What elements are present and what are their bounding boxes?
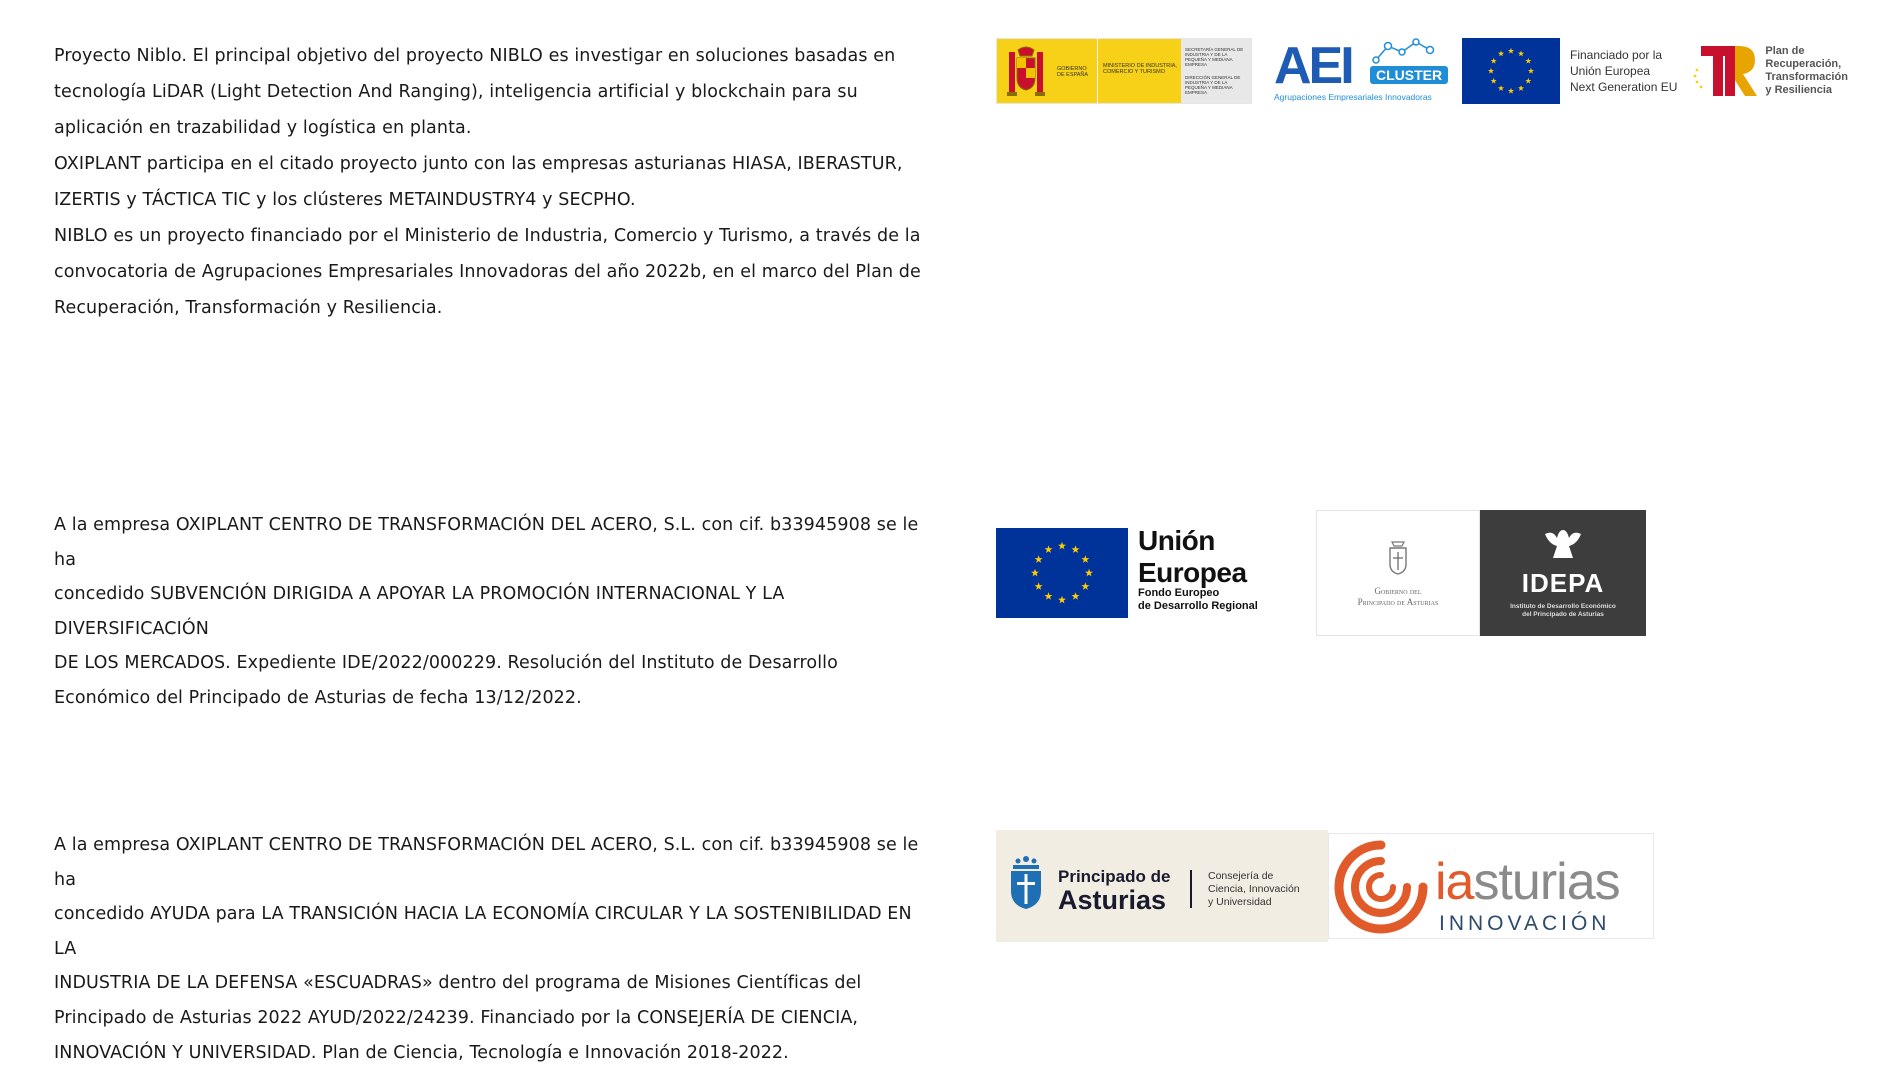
niblo-line-2: tecnología LiDAR (Light Detection And Ranging), inteligencia artificial y blockchain para su <box>54 82 858 102</box>
idepa-emblem-icon <box>1541 528 1585 562</box>
eu-financiado-line: Financiado por la <box>1570 48 1663 62</box>
ue-title: Unión Europea <box>1138 525 1247 588</box>
niblo-line-1: Proyecto Niblo. El principal objetivo del proyecto NIBLO es investigar en soluciones basadas en <box>54 46 896 66</box>
feder-line-1: Fondo Europeo <box>1138 587 1220 599</box>
idepa-line-4: Económico del Principado de Asturias de fecha 13/12/2022. <box>54 687 582 708</box>
idepa-text <box>54 508 934 716</box>
niblo-line-4: OXIPLANT participa en el citado proyecto junto con las empresas asturianas HIASA, IBERASTUR, <box>54 154 903 174</box>
escuadras-line-4: Principado de Asturias 2022 AYUD/2022/24239. Financiado por la CONSEJERÍA DE CIENCIA, <box>54 1007 859 1028</box>
eu-star-icon <box>1498 85 1504 91</box>
pa-line-1: Principado de <box>1058 867 1171 886</box>
union-europea-feder-logo <box>996 510 1316 636</box>
gobierno-label: GOBIERNO DE ESPAÑA <box>1057 66 1089 78</box>
eu-star-icon <box>1491 78 1497 84</box>
aei-wordmark: AEI <box>1274 37 1352 95</box>
eu-star-icon <box>1508 88 1514 94</box>
pa-line-2: Asturias <box>1058 885 1167 915</box>
next-generation-eu-logo <box>1462 38 1677 104</box>
eu-star-icon <box>1498 50 1504 56</box>
iasturias-circles-icon <box>1333 839 1429 935</box>
niblo-line-6: NIBLO es un proyecto financiado por el Ministerio de Industria, Comercio y Turismo, a través de la <box>54 226 921 246</box>
asturias-crest-icon <box>1383 538 1413 578</box>
spain-coat-of-arms-icon <box>1003 44 1049 100</box>
eu-star-icon <box>1528 68 1534 74</box>
eu-star-icon <box>1081 555 1089 563</box>
idepa-title: IDEPA <box>1521 567 1605 598</box>
prtr-line-2: Recuperación, <box>1765 58 1842 70</box>
eu-star-icon <box>1031 569 1039 577</box>
eu-flag-icon <box>1462 38 1560 104</box>
prtr-line-4: y Resiliencia <box>1765 84 1833 96</box>
secretaria-label: SECRETARÍA GENERAL DE INDUSTRIA Y DE LA PEQUEÑA Y MEDIANA EMPRESA <box>1185 47 1244 67</box>
eu-star-icon <box>1488 68 1494 74</box>
escuadras-text <box>54 828 934 1070</box>
gob-ast-line-1: Gobierno del <box>1374 586 1422 596</box>
escuadras-line-3: INDUSTRIA DE LA DEFENSA «ESCUADRAS» dentro del programa de Misiones Científicas del <box>54 973 862 994</box>
eu-star-icon <box>1085 569 1093 577</box>
aei-subtitle: Agrupaciones Empresariales Innovadoras <box>1274 92 1432 102</box>
ministerio-label: MINISTERIO DE INDUSTRIA, COMERCIO Y TURISMO <box>1103 63 1177 75</box>
idepa-logo <box>1480 510 1646 636</box>
ia-innovacion-label: INNOVACIÓN <box>1439 912 1611 935</box>
cons-line-2: Ciencia, Innovación <box>1208 883 1300 895</box>
niblo-line-8: Recuperación, Transformación y Resiliencia. <box>54 298 443 318</box>
escuadras-logo-strip <box>996 830 1654 942</box>
eu-star-icon <box>1081 582 1089 590</box>
plan-recuperacion-logo <box>1691 42 1848 100</box>
iasturias-wordmark <box>1435 854 1620 910</box>
prtr-line-3: Transformación <box>1765 71 1848 83</box>
ia-prefix: ia <box>1435 853 1474 911</box>
idepa-logo-strip <box>996 510 1646 636</box>
gobierno-asturias-logo <box>1316 510 1480 636</box>
eu-union-line: Unión Europea <box>1570 64 1651 78</box>
eu-star-icon <box>1058 542 1066 550</box>
network-nodes-icon <box>1372 38 1438 68</box>
niblo-logo-strip <box>996 38 1848 104</box>
idepa-line-3: DE LOS MERCADOS. Expediente IDE/2022/000229. Resolución del Instituto de Desarrollo <box>54 653 838 674</box>
eu-star-icon <box>1508 48 1514 54</box>
idepa-line-2: concedido SUBVENCIÓN DIRIGIDA A APOYAR LA PROMOCIÓN INTERNACIONAL Y LA DIVERSIFICACIÓN <box>54 584 785 639</box>
aei-cluster-logo <box>1272 38 1442 104</box>
prtr-mark-icon <box>1691 42 1761 100</box>
ia-rest: sturias <box>1473 853 1620 911</box>
escuadras-line-5: INNOVACIÓN Y UNIVERSIDAD. Plan de Ciencia, Tecnología e Innovación 2018-2022. <box>54 1042 789 1063</box>
niblo-line-5: IZERTIS y TÁCTICA TIC y los clústeres METAINDUSTRY4 y SECPHO. <box>54 190 636 210</box>
eu-star-icon <box>1525 78 1531 84</box>
niblo-line-7: convocatoria de Agrupaciones Empresariales Innovadoras del año 2022b, en el marco del Plan de <box>54 262 921 282</box>
eu-nextgen-line: Next Generation EU <box>1570 80 1678 94</box>
idepa-line-1: A la empresa OXIPLANT CENTRO DE TRANSFORMACIÓN DEL ACERO, S.L. con cif. b33945908 se le ha <box>54 515 919 570</box>
eu-star-icon <box>1518 50 1524 56</box>
eu-star-icon <box>1045 592 1053 600</box>
eu-flag-icon <box>996 528 1128 618</box>
eu-star-icon <box>1525 58 1531 64</box>
eu-star-icon <box>1045 545 1053 553</box>
principado-asturias-logo <box>996 830 1328 942</box>
gobierno-espana-logo <box>996 38 1252 104</box>
escuadras-line-2: concedido AYUDA para LA TRANSICIÓN HACIA LA ECONOMÍA CIRCULAR Y LA SOSTENIBILIDAD EN LA <box>54 904 912 959</box>
aei-cluster-badge: CLUSTER <box>1370 66 1448 84</box>
direccion-label: DIRECCIÓN GENERAL DE INDUSTRIA Y DE LA PEQUEÑA Y MEDIANA EMPRESA <box>1185 75 1241 95</box>
cons-line-3: y Universidad <box>1208 896 1272 908</box>
niblo-text <box>54 38 934 326</box>
escuadras-line-1: A la empresa OXIPLANT CENTRO DE TRANSFORMACIÓN DEL ACERO, S.L. con cif. b33945908 se le ha <box>54 835 919 890</box>
asturias-cross-icon <box>1006 854 1046 912</box>
eu-star-icon <box>1035 555 1043 563</box>
eu-star-icon <box>1072 545 1080 553</box>
eu-star-icon <box>1072 592 1080 600</box>
cons-line-1: Consejería de <box>1208 870 1274 882</box>
iasturias-innovacion-logo <box>1328 833 1654 939</box>
eu-star-icon <box>1058 596 1066 604</box>
idepa-sub-2: del Principado de Asturias <box>1522 610 1604 618</box>
eu-star-icon <box>1035 582 1043 590</box>
gob-ast-line-2: Principado de Asturias <box>1357 597 1439 607</box>
prtr-line-1: Plan de <box>1765 45 1805 57</box>
idepa-sub-1: Instituto de Desarrollo Económico <box>1510 602 1616 610</box>
feder-line-2: de Desarrollo Regional <box>1138 600 1258 612</box>
eu-star-icon <box>1491 58 1497 64</box>
niblo-line-3: aplicación en trazabilidad y logística en planta. <box>54 118 472 138</box>
eu-star-icon <box>1518 85 1524 91</box>
